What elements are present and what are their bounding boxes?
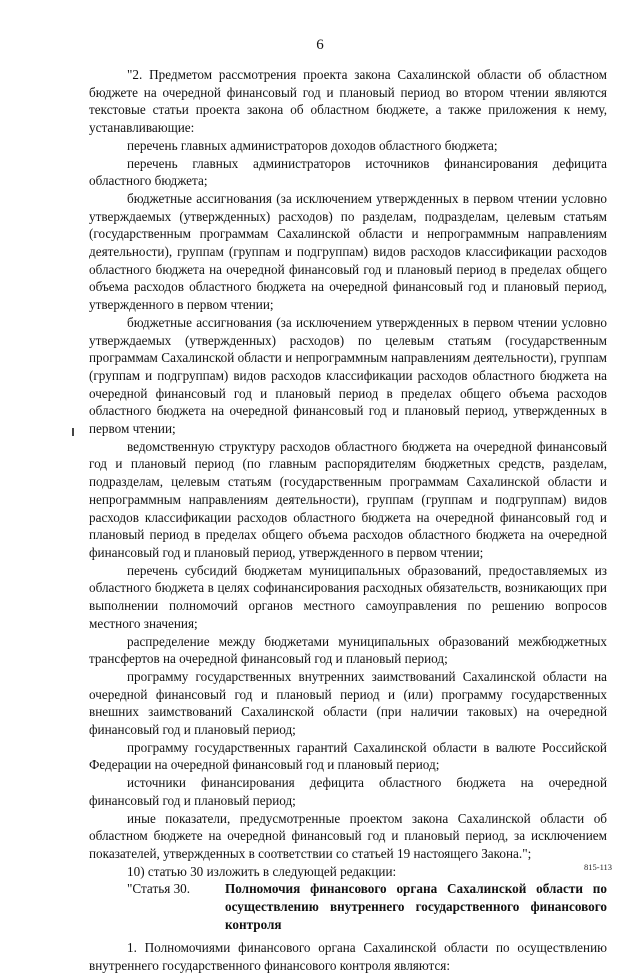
paragraph: перечень субсидий бюджетам муниципальных образований, предоставляемых из областного бюджета в целях софинансирования расходных обязательств, возникающих при выполнении полномочий органов местного самоуправления по решению вопросов местного значения; [89, 562, 607, 631]
margin-mark [72, 428, 74, 436]
paragraph: "2. Предметом рассмотрения проекта закона Сахалинской области об областном бюджете на очередной финансовый год и плановый период во втором чтении являются текстовые статьи проекта закона об областном бюджете, а также приложения к нему, устанавливающие: [89, 67, 607, 136]
document-body [89, 66, 607, 975]
paragraph: 10) статью 30 изложить в следующей редакции: [127, 863, 397, 879]
paragraph: иные показатели, предусмотренные проектом закона Сахалинской области об областном бюджете на очередной финансовый год и плановый период, за исключением показателей, утвержденных в соответствии со статьей 19 настоящего Закона."; [89, 810, 607, 861]
article-title: Полномочия финансового органа Сахалинской области по осуществлению внутреннего государственного финансового контроля [225, 881, 607, 932]
paragraph: программу государственных гарантий Сахалинской области в валюте Российской Федерации на очередной финансовый год и плановый период; [89, 739, 607, 773]
paragraph: ведомственную структуру расходов областного бюджета на очередной финансовый год и плановый период (по главным распорядителям бюджетных средств, разделам, подразделам, целевым статьям (государственным программам Сахалинской области и непрограммным направлениям деятельности), группам (группам и подгруппам) видов расходов классификации расходов областного бюджета на очередной финансовый год и плановый период в пределах общего объема расходов областного бюджета на очередной финансовый год и плановый период, утвержденного в первом чтении; [89, 438, 607, 560]
article-heading [89, 880, 607, 933]
article-number: "Статья 30. [127, 881, 191, 897]
paragraph: 1. Полномочиями финансового органа Сахалинской области по осуществлению внутреннего государственного финансового контроля являются: [89, 940, 607, 974]
paragraph: распределение между бюджетами муниципальных образований межбюджетных трансфертов на очередной финансовый год и плановый период; [89, 633, 607, 667]
document-code: 815-113 [583, 862, 612, 872]
paragraph: бюджетные ассигнования (за исключением утвержденных в первом чтении условно утверждаемых (утвержденных) расходов) по разделам, подразделам, целевым статьям (государственным программам Сахалинской области и непрограммным направлениям деятельности), группам (группам и подгруппам) видов расходов классификации расходов областного бюджета на очередной финансовый год и плановый период в пределах общего объема расходов областного бюджета на очередной финансовый год и плановый период, утвержденного в первом чтении; [89, 190, 607, 313]
page-number: 6 [316, 37, 324, 53]
paragraph: программу государственных внутренних заимствований Сахалинской области на очередной финансовый год и плановый период и (или) программу государственных внешних заимствований Сахалинской области (при наличии таковых) на очередной финансовый год и плановый период; [89, 668, 607, 738]
paragraph: источники финансирования дефицита областного бюджета на очередной финансовый год и плановый период; [89, 775, 607, 808]
paragraph: перечень главных администраторов доходов областного бюджета; [127, 137, 498, 153]
paragraph: бюджетные ассигнования (за исключением утвержденных в первом чтении условно утверждаемых (утвержденных) расходов) по целевым статьям (государственным программам Сахалинской области и непрограммным направлениям деятельности), группам (группам и подгруппам) видов расходов классификации расходов областного бюджета на очередной финансовый год и плановый период в пределах общего объема расходов областного бюджета на очередной финансовый год и плановый период, утвержденных в первом чтении; [89, 314, 607, 437]
paragraph: перечень главных администраторов источников финансирования дефицита областного бюджета; [89, 155, 607, 189]
